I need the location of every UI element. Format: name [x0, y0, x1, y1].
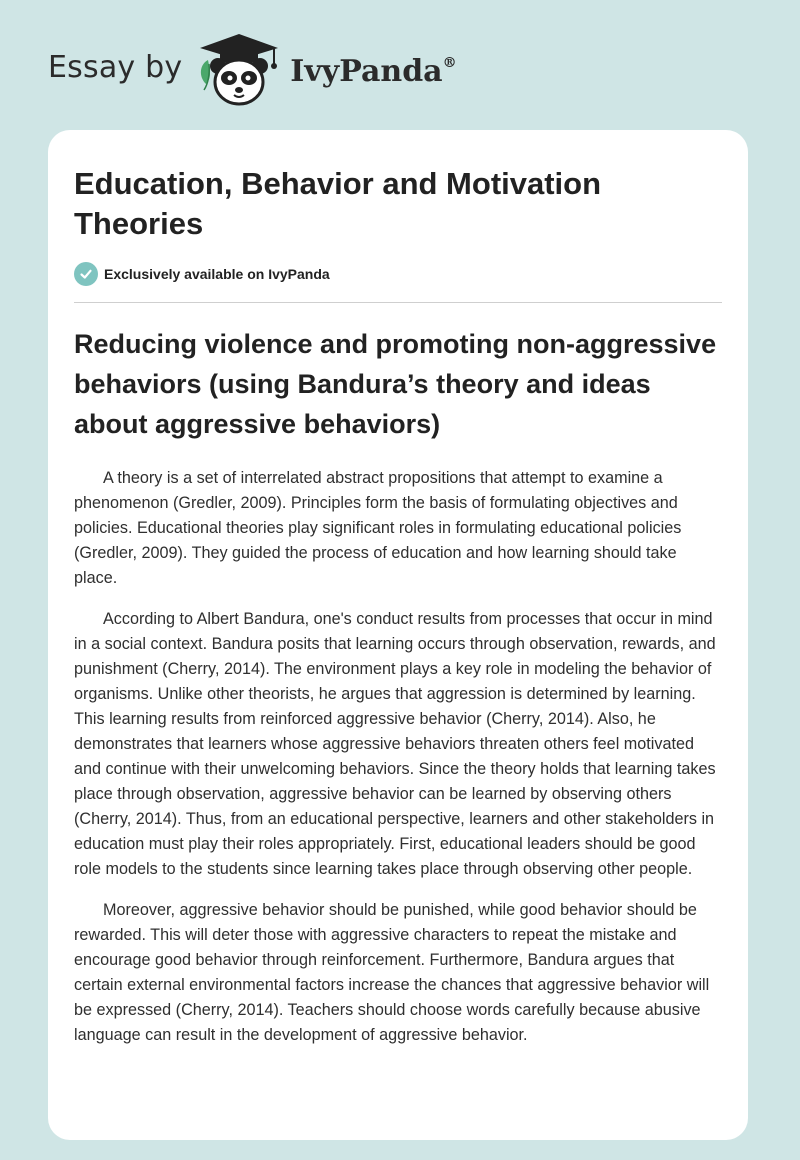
paragraph: According to Albert Bandura, one's conduct results from processes that occur in mind in a social context. Bandura posits that learning occurs through observation, rewards, and punishment (Cherry, 2014). The environment plays a key role in modeling the behavior of organisms. Unlike other theorists, he argues that aggression is determined by learning. This learning results from reinforced aggressive behavior (Cherry, 2014). Also, he demonstrates that learners whose aggressive behaviors threaten others feel motivated and continue with their unwelcoming behaviors. Since the theory holds that learning takes place through observation, aggressive behavior can be learned by observing others (Cherry, 2014). Thus, from an educational perspective, learners and other stakeholders in education must play their roles appropriately. First, educational leaders should be good role models to the students since learning takes place through observing other people.	[74, 610, 716, 878]
essay-body	[74, 466, 724, 1064]
brand-text: IvyPanda	[290, 53, 443, 89]
section-heading: Reducing violence and promoting non-aggressive behaviors (using Bandura’s theory and ideas about aggressive behaviors)	[74, 329, 717, 439]
exclusive-badge-text: Exclusively available on IvyPanda	[104, 266, 330, 282]
brand-name[interactable]	[290, 54, 456, 89]
check-icon	[74, 262, 98, 286]
divider	[74, 302, 722, 303]
essay-card	[48, 130, 748, 1140]
registered-mark: ®	[442, 54, 457, 71]
panda-graduate-logo-icon[interactable]	[196, 30, 282, 110]
paragraph: A theory is a set of interrelated abstract propositions that attempt to examine a phenomenon (Gredler, 2009). Principles form the basis of formulating objectives and policies. Educational theories play significant roles in formulating educational policies (Gredler, 2009). They guided the process of education and how learning should take place.	[74, 469, 682, 587]
paragraph: Moreover, aggressive behavior should be punished, while good behavior should be rewarded. This will deter those with aggressive characters to repeat the mistake and encourage good behavior through reinforcement. Furthermore, Bandura argues that certain external environmental factors increase the chances that aggressive behavior will be expressed (Cherry, 2014). Teachers should choose words carefully because abusive language can result in the development of aggressive behavior.	[74, 901, 710, 1044]
essay-by-label: Essay by	[48, 49, 183, 85]
exclusive-badge	[74, 262, 330, 286]
essay-title: Education, Behavior and Motivation Theories	[74, 166, 602, 241]
site-header	[48, 30, 457, 110]
